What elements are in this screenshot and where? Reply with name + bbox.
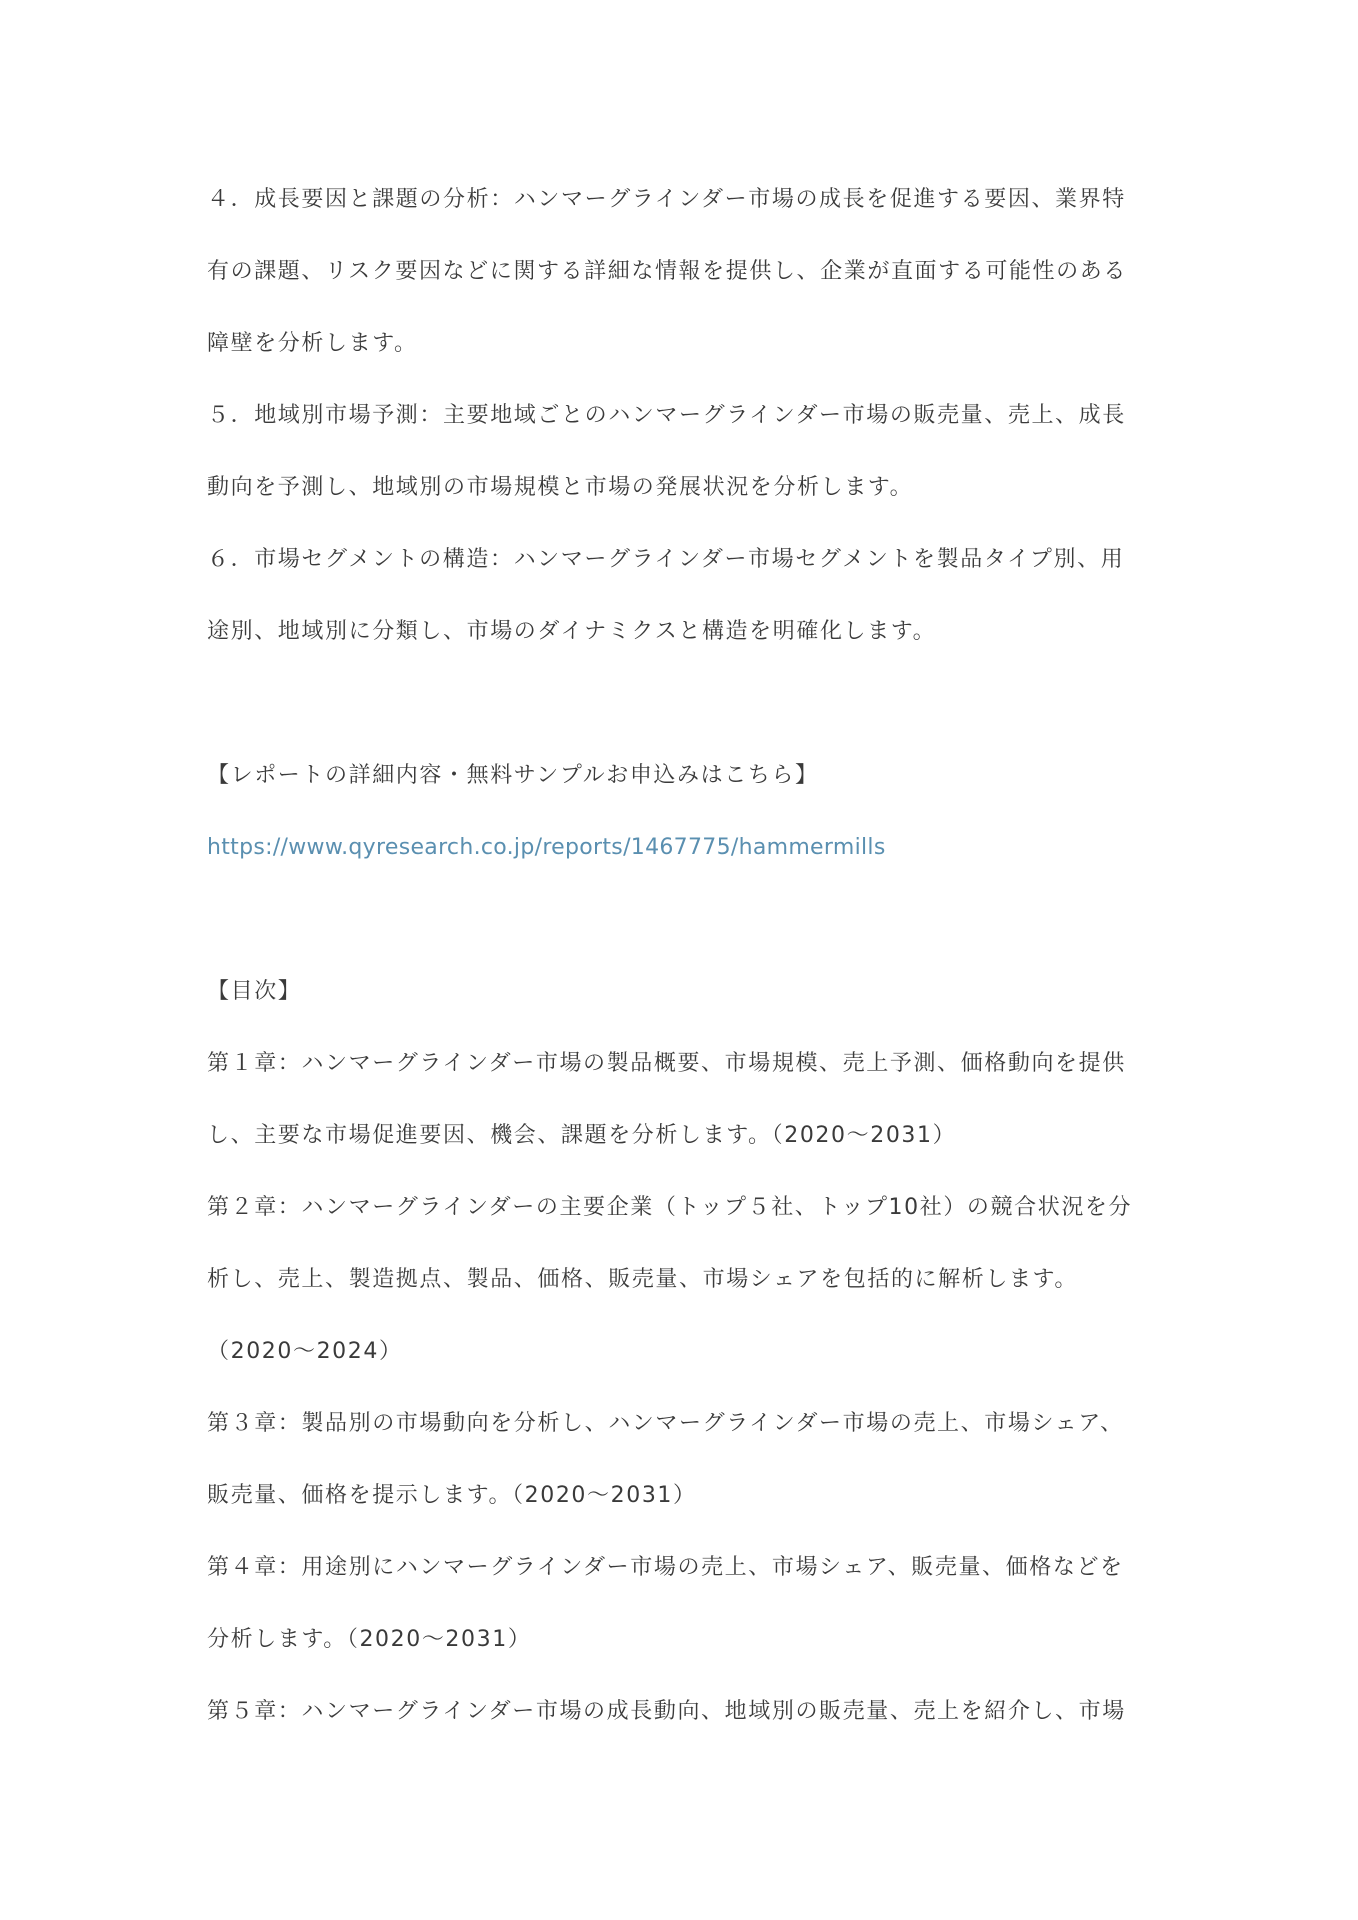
toc-chapter-1-line-1: 第１章：ハンマーグラインダー市場の製品概要、市場規模、売上予測、価格動向を提供 (207, 1051, 1126, 1076)
report-heading: 【レポートの詳細内容・無料サンプルお申込みはこちら】 (207, 763, 819, 788)
toc-chapter-5-line-1: 第５章：ハンマーグラインダー市場の成長動向、地域別の販売量、売上を紹介し、市場 (207, 1699, 1126, 1724)
toc-chapter-4-line-1: 第４章：用途別にハンマーグラインダー市場の売上、市場シェア、販売量、価格などを (207, 1555, 1124, 1580)
toc-chapter-4-line-2: 分析します。（2020～2031） (207, 1627, 532, 1652)
toc-chapter-3-line-2: 販売量、価格を提示します。（2020～2031） (207, 1483, 697, 1508)
feature-item-5-line-2: 動向を予測し、地域別の市場規模と市場の発展状況を分析します。 (207, 475, 914, 500)
toc-chapter-2-line-3: （2020～2024） (207, 1339, 403, 1364)
section-spacer (207, 890, 1167, 962)
toc-chapter-3-line-1: 第３章：製品別の市場動向を分析し、ハンマーグラインダー市場の売上、市場シェア、 (207, 1411, 1124, 1436)
document-body (207, 170, 1167, 1754)
feature-item-4-line-1: ４．成長要因と課題の分析：ハンマーグラインダー市場の成長を促進する要因、業界特 (207, 187, 1126, 212)
feature-item-5-line-1: ５．地域別市場予測：主要地域ごとのハンマーグラインダー市場の販売量、売上、成長 (207, 403, 1126, 428)
feature-item-4-line-2: 有の課題、リスク要因などに関する詳細な情報を提供し、企業が直面する可能性のある (207, 259, 1127, 284)
feature-item-6-line-1: ６．市場セグメントの構造：ハンマーグラインダー市場セグメントを製品タイプ別、用 (207, 547, 1125, 572)
section-spacer (207, 674, 1167, 746)
feature-item-4-line-3: 障壁を分析します。 (207, 331, 418, 356)
toc-chapter-1-line-2: し、主要な市場促進要因、機会、課題を分析します。（2020～2031） (207, 1123, 957, 1148)
report-link[interactable]: https://www.qyresearch.co.jp/reports/1467775/hammermills (207, 835, 886, 860)
toc-chapter-2-line-2: 析し、売上、製造拠点、製品、価格、販売量、市場シェアを包括的に解析します。 (207, 1267, 1079, 1292)
toc-chapter-2-line-1: 第２章：ハンマーグラインダーの主要企業（トップ５社、トップ10社）の競合状況を分 (207, 1195, 1133, 1220)
toc-heading: 【目次】 (207, 979, 302, 1004)
feature-item-6-line-2: 途別、地域別に分類し、市場のダイナミクスと構造を明確化します。 (207, 619, 937, 644)
